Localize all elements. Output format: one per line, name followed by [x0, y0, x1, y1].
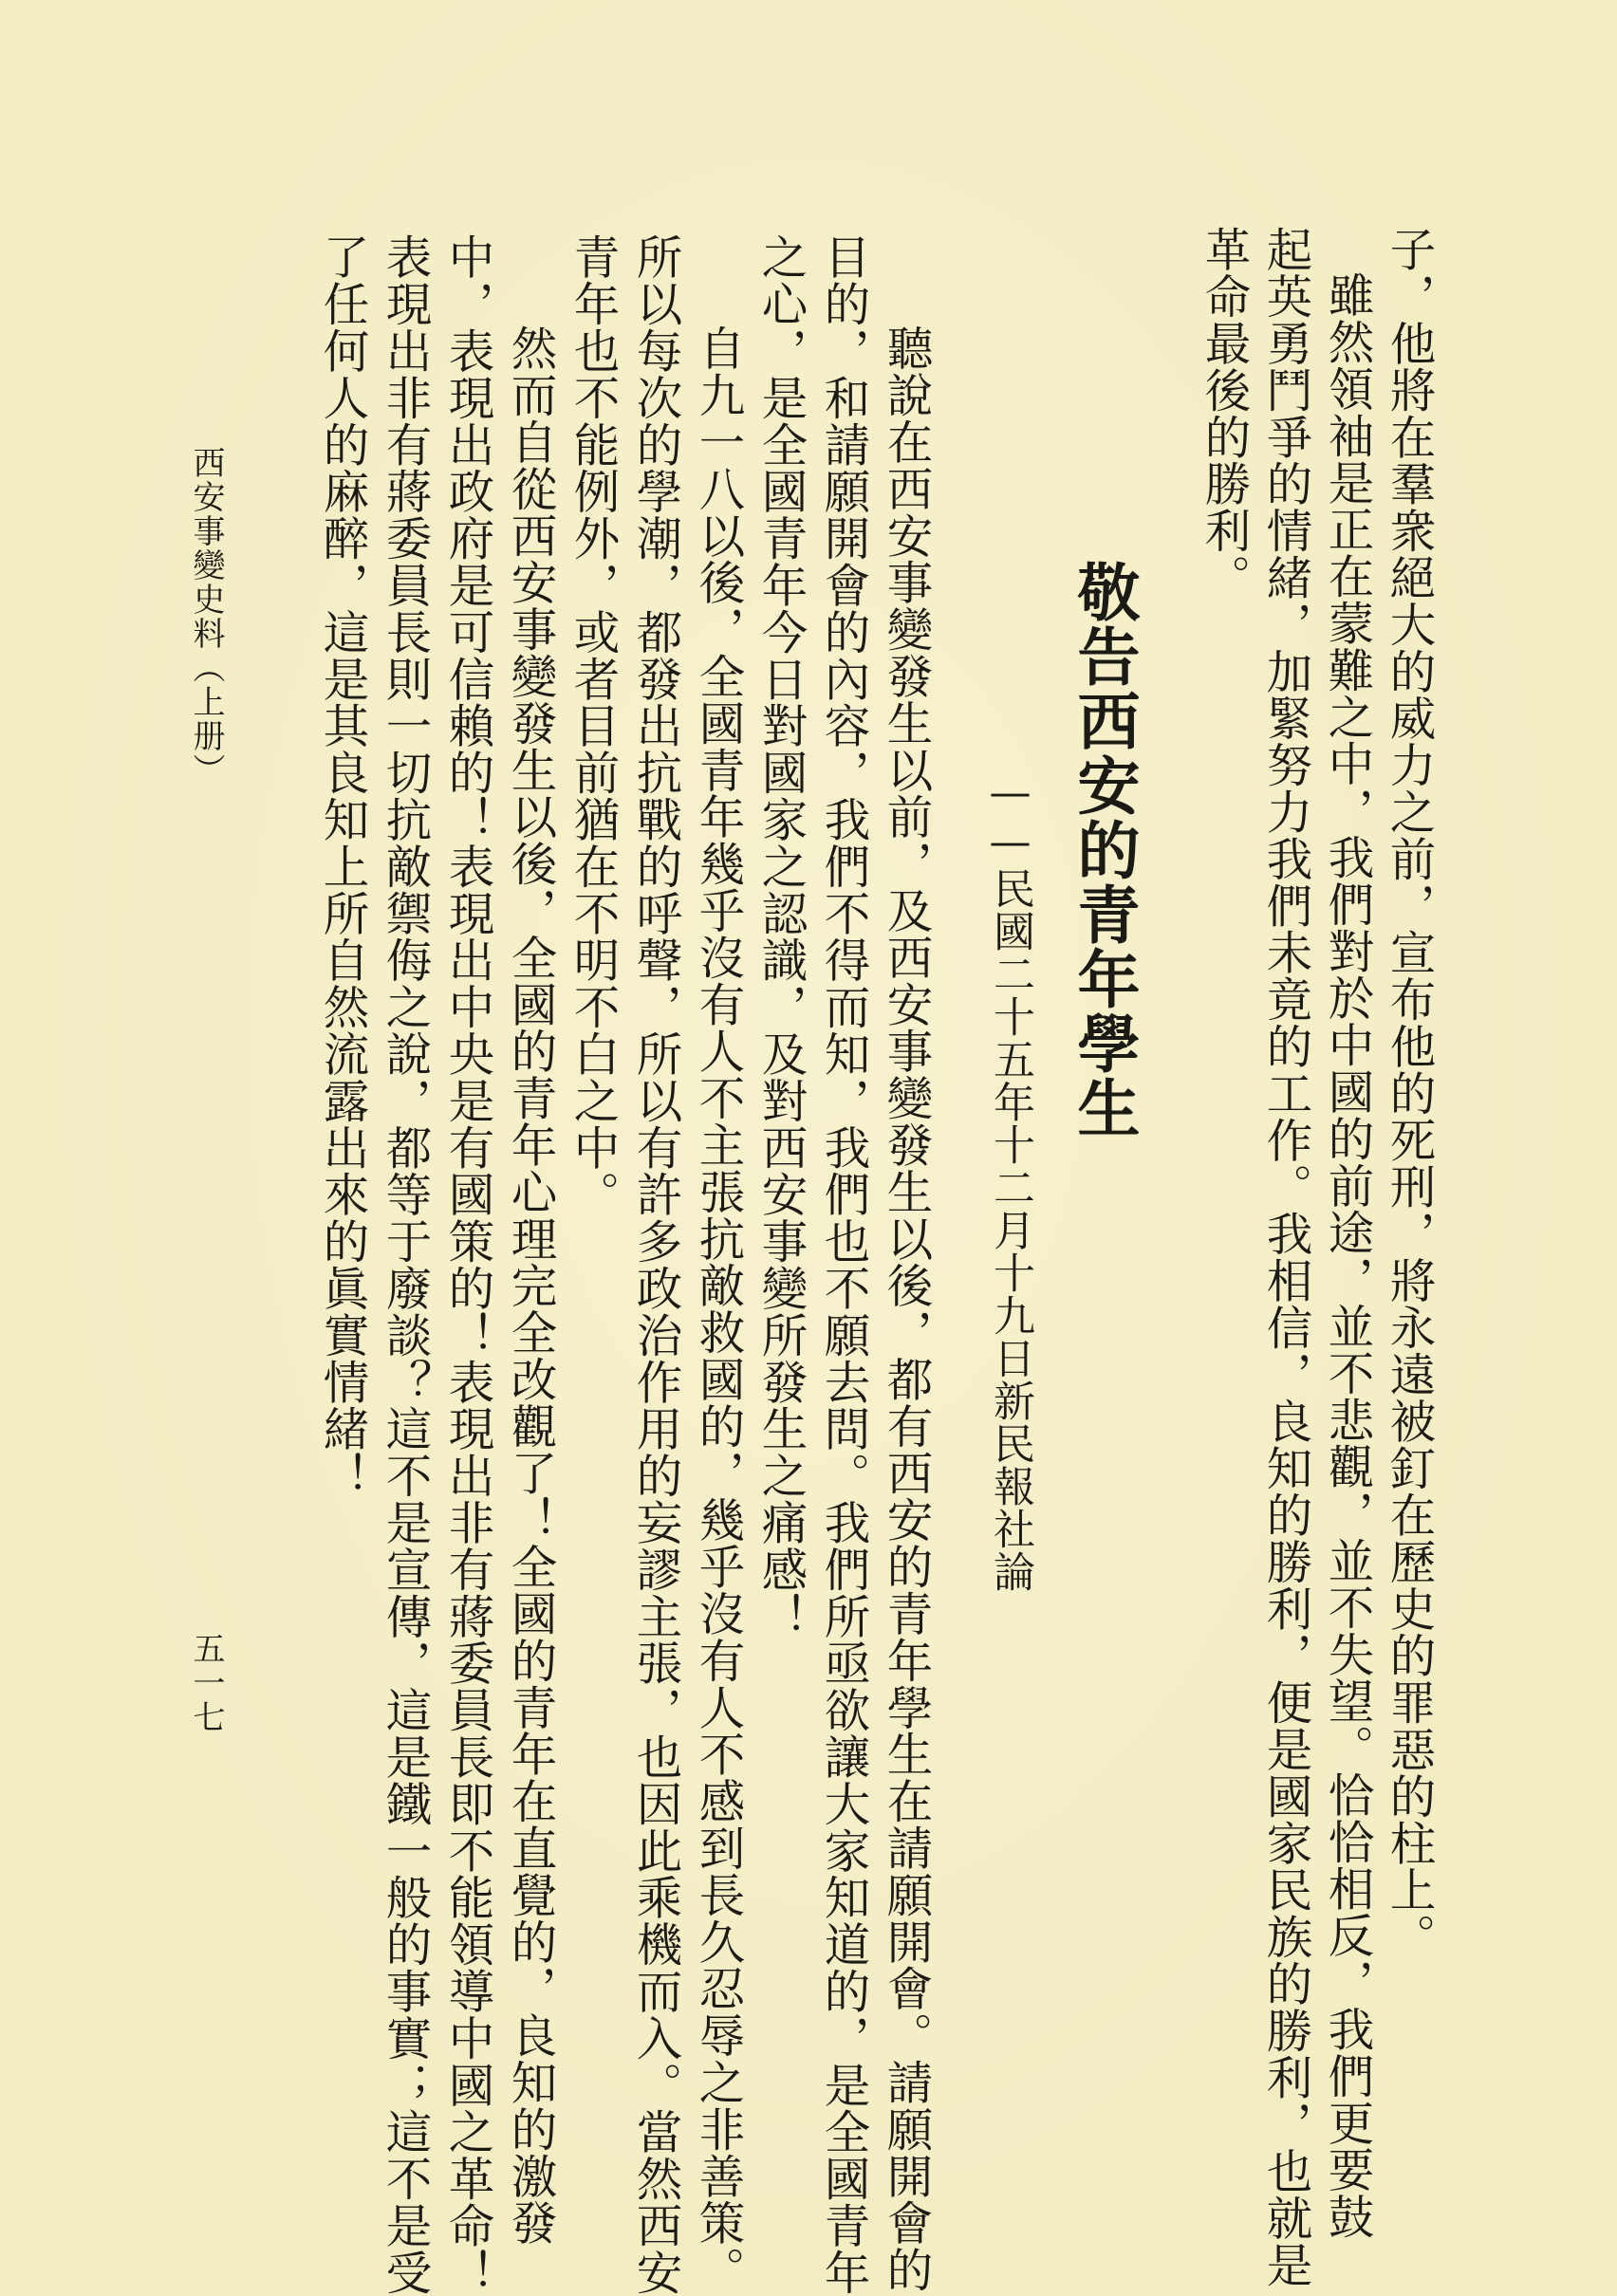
article-line-6: 青年也不能例外，或者目前猶在不明不白之中。: [566, 233, 619, 1218]
article-line-2: 目的，和請願開會的內容，我們不得而知，我們也不願去問。我們所亟欲讓大家知道的，是全國青年: [816, 233, 869, 2296]
prev-line-2: 雖然領袖是正在蒙難之中，我們對於中國的前途，並不悲觀，並不失望。恰恰相反，我們更要鼓: [1320, 271, 1373, 2240]
article-byline: ——民國二十五年十二月十九日新民報社論: [986, 768, 1034, 1593]
article-title: 敬告西安的青年學生: [1067, 560, 1141, 1140]
page-number: 五一七: [187, 1632, 225, 1734]
article-line-10: 了任何人的麻醉，這是其良知上所自然流露出來的眞實情緒！: [315, 233, 368, 1499]
prev-line-1: 子，他將在羣衆絕大的威力之前，宣布他的死刑，將永遠被釘在歷史的罪惡的柱上。: [1382, 226, 1435, 1960]
article-line-3: 之心，是全國青年今日對國家之認識，及對西安事變所發生之痛感！: [753, 233, 807, 1639]
prev-line-3: 起英勇鬥爭的情緒，加緊努力我們未竟的工作。我相信，良知的勝利，便是國家民族的勝利，也就是: [1258, 226, 1311, 2288]
article-line-8: 中，表現出政府是可信賴的！表現出中央是有國策的！表現出非有蔣委員長即不能領導中國之革命！: [440, 233, 493, 2296]
article-line-7: 然而自從西安事變發生以後，全國的青年心理完全改觀了！全國的青年在直覺的，良知的激發: [503, 324, 556, 2247]
prev-line-4: 革命最後的勝利。: [1197, 226, 1250, 602]
article-line-9: 表現出非有蔣委員長則一切抗敵禦侮之說，都等于廢談？這不是宣傳，這是鐵一般的事實；這不是受: [378, 233, 431, 2296]
article-line-1: 聽說在西安事變發生以前，及西安事變發生以後，都有西安的青年學生在請願開會。請願開會的: [879, 324, 932, 2293]
book-title: 西安事變史料（上册）: [187, 446, 225, 787]
article-line-5: 所以每次的學潮，都發出抗戰的呼聲，所以有許多政治作用的妄謬主張，也因此乘機而入。當然西安: [628, 233, 681, 2296]
article-line-4: 自九一八以後，全國青年幾乎沒有人不主張抗敵救國的，幾乎沒有人不感到長久忍辱之非善策。: [691, 324, 744, 2293]
